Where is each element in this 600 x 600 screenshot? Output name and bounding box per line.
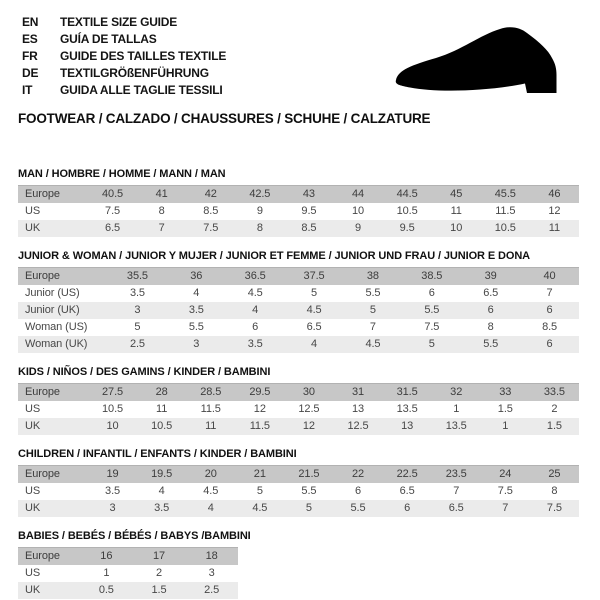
size-value: 17 [152,550,165,562]
size-value: 4.5 [203,485,219,497]
row-label: US [25,485,41,497]
row-label: Woman (US) [25,321,88,333]
size-value: 6 [546,304,553,316]
size-value: 27.5 [102,386,124,398]
row-label: Junior (US) [25,287,80,299]
size-value: 4.5 [365,338,381,350]
size-value: 1.5 [151,584,167,596]
row-label: US [25,205,41,217]
size-value: 3 [208,567,215,579]
language-title: GUÍA DE TALLAS [60,32,157,46]
language-title: GUIDE DES TAILLES TEXTILE [60,49,227,63]
size-value: 11 [156,403,168,415]
size-value: 8.5 [542,321,558,333]
size-value: 19.5 [151,468,173,480]
language-code: IT [22,83,33,97]
size-value: 31.5 [396,386,418,398]
size-value: 33 [499,386,512,398]
size-value: 22 [351,468,365,480]
size-value: 5.5 [301,485,317,497]
size-value: 5 [428,338,435,350]
size-value: 31 [351,386,365,398]
size-value: 42.5 [249,188,271,200]
size-value: 4 [311,338,318,350]
language-title: TEXTILE SIZE GUIDE [60,15,178,29]
size-value: 7.5 [203,222,219,234]
size-value: 6.5 [448,502,464,514]
size-value: 8 [158,205,165,217]
size-value: 42 [204,188,217,200]
table-row [18,384,579,402]
table-row [18,466,579,484]
size-value: 32 [450,386,463,398]
size-value: 5 [305,502,312,514]
size-value: 5 [134,321,141,333]
section-title-kids: KIDS / NIÑOS / DES GAMINS / KINDER / BAMBINI [18,366,271,378]
row-label: Europe [25,270,60,282]
row-label: US [25,567,41,579]
language-code: DE [22,66,39,80]
table-row [18,582,238,599]
size-value: 6.5 [483,287,499,299]
size-value: 5.5 [188,321,204,333]
size-value: 11 [548,222,561,234]
size-table-babies [18,547,238,599]
size-value: 6 [404,502,411,514]
size-value: 44.5 [396,188,418,200]
size-value: 45.5 [494,188,516,200]
row-label: UK [25,420,41,432]
row-label: Woman (UK) [25,338,88,350]
size-value: 16 [100,550,113,562]
size-value: 4 [158,485,165,497]
size-value: 21 [253,468,266,480]
size-value: 28.5 [200,386,222,398]
size-value: 4.5 [247,287,263,299]
size-value: 1 [103,567,110,579]
size-value: 28 [155,386,168,398]
size-value: 43 [302,188,315,200]
size-value: 4.5 [252,502,268,514]
size-value: 29.5 [249,386,271,398]
size-value: 2.5 [204,584,220,596]
size-value: 4 [193,287,200,299]
size-value: 40.5 [102,188,124,200]
size-value: 5 [311,287,318,299]
size-value: 12 [253,403,266,415]
size-value: 8.5 [203,205,219,217]
size-value: 10 [351,205,365,217]
size-value: 6 [487,304,494,316]
size-value: 4 [252,304,259,316]
size-value: 19 [106,468,119,480]
language-code: EN [22,15,39,29]
size-value: 1.5 [497,403,513,415]
table-row [18,186,579,204]
shoe-icon [390,22,580,102]
size-value: 25 [548,468,561,480]
size-value: 6 [355,485,362,497]
size-value: 7.5 [546,502,562,514]
size-value: 33.5 [543,386,565,398]
row-label: Junior (UK) [25,304,80,316]
row-label: Europe [25,550,60,562]
size-value: 4.5 [306,304,322,316]
size-value: 12 [548,205,561,217]
size-value: 7 [453,485,460,497]
category-line: FOOTWEAR / CALZADO / CHAUSSURES / SCHUHE / CALZATURE [18,111,431,126]
size-value: 41 [155,188,168,200]
size-value: 13 [351,403,365,415]
size-value: 11 [450,205,462,217]
row-label: US [25,403,41,415]
table-row [18,565,238,582]
language-title: TEXTILGRÖßENFÜHRUNG [60,66,209,80]
size-value: 20 [204,468,217,480]
size-value: 10.5 [151,420,173,432]
section-babies [18,530,582,599]
size-value: 46 [548,188,561,200]
size-value: 44 [351,188,365,200]
size-table-children [18,465,579,517]
size-value: 10 [106,420,119,432]
section-title-junior-woman: JUNIOR & WOMAN / JUNIOR Y MUJER / JUNIOR ET FEMME / JUNIOR UND FRAU / JUNIOR E DONA [18,250,531,262]
section-man [18,168,582,237]
table-row [18,220,579,237]
size-value: 13.5 [445,420,467,432]
size-value: 0.5 [98,584,114,596]
language-code: FR [22,49,38,63]
row-label: Europe [25,188,60,200]
row-label: Europe [25,468,60,480]
section-children [18,448,582,517]
table-row [18,401,579,418]
size-value: 39 [484,270,497,282]
size-value: 10.5 [102,403,124,415]
table-row [18,483,579,500]
size-value: 7 [158,222,165,234]
size-value: 7.5 [424,321,440,333]
size-value: 12 [302,420,315,432]
size-value: 10.5 [494,222,516,234]
size-value: 7 [502,502,509,514]
size-value: 23.5 [445,468,467,480]
size-value: 6.5 [399,485,415,497]
size-value: 40 [543,270,556,282]
table-row [18,203,579,220]
size-value: 21.5 [298,468,320,480]
size-value: 36 [190,270,203,282]
size-value: 38 [366,270,379,282]
size-value: 5.5 [424,304,440,316]
size-value: 5.5 [350,502,366,514]
language-title: GUIDA ALLE TAGLIE TESSILI [60,83,223,97]
size-value: 1.5 [546,420,562,432]
size-value: 9.5 [399,222,415,234]
size-value: 1 [502,420,509,432]
size-value: 6.5 [105,222,121,234]
size-value: 2.5 [129,338,145,350]
size-value: 6 [252,321,259,333]
size-value: 11.5 [495,205,516,217]
row-label: UK [25,584,41,596]
size-value: 11 [205,420,217,432]
size-value: 36.5 [244,270,266,282]
size-value: 6 [546,338,553,350]
size-value: 5 [256,485,263,497]
size-value: 5.5 [483,338,499,350]
table-row [18,285,579,302]
size-value: 7 [369,321,376,333]
size-value: 4 [207,502,214,514]
language-code: ES [22,32,38,46]
table-row [18,548,238,566]
size-value: 3.5 [105,485,121,497]
section-title-children: CHILDREN / INFANTIL / ENFANTS / KINDER / BAMBINI [18,448,297,460]
size-value: 6 [428,287,435,299]
size-value: 5 [369,304,376,316]
section-junior-woman [18,250,582,353]
size-value: 1 [453,403,460,415]
size-value: 8 [551,485,558,497]
size-value: 12.5 [347,420,369,432]
size-value: 13.5 [396,403,418,415]
size-table-man [18,185,579,237]
row-label: UK [25,502,41,514]
size-value: 12.5 [298,403,320,415]
size-value: 13 [401,420,414,432]
size-value: 45 [450,188,463,200]
section-title-man: MAN / HOMBRE / HOMME / MANN / MAN [18,168,226,180]
size-value: 5.5 [365,287,381,299]
size-value: 7.5 [497,485,513,497]
size-value: 8 [487,321,494,333]
size-value: 7.5 [105,205,121,217]
size-value: 3 [109,502,116,514]
size-table-junior-woman [18,267,579,353]
size-value: 11.5 [200,403,221,415]
row-label: Europe [25,386,60,398]
size-value: 3 [193,338,200,350]
size-value: 10 [450,222,463,234]
size-value: 30 [302,386,315,398]
row-label: UK [25,222,41,234]
size-value: 8.5 [301,222,317,234]
size-value: 18 [205,550,218,562]
size-value: 3.5 [129,287,145,299]
table-row [18,319,579,336]
size-value: 38.5 [421,270,443,282]
size-value: 9 [355,222,362,234]
table-row [18,336,579,353]
size-value: 6.5 [306,321,322,333]
table-row [18,302,579,319]
section-title-babies: BABIES / BEBÉS / BÉBÉS / BABYS /BAMBINI [18,530,251,542]
table-row [18,418,579,435]
size-value: 24 [499,468,512,480]
size-value: 22.5 [396,468,418,480]
table-row [18,500,579,517]
size-value: 8 [256,222,263,234]
section-kids [18,366,582,435]
size-value: 2 [155,567,162,579]
size-value: 11.5 [249,420,270,432]
size-value: 35.5 [126,270,148,282]
size-value: 9.5 [301,205,317,217]
size-value: 3.5 [247,338,263,350]
size-value: 3.5 [188,304,204,316]
size-value: 3.5 [154,502,170,514]
size-table-kids [18,383,579,435]
size-value: 37.5 [303,270,325,282]
size-value: 10.5 [396,205,418,217]
table-row [18,268,579,286]
size-value: 9 [256,205,263,217]
size-value: 7 [546,287,553,299]
size-value: 2 [551,403,558,415]
size-value: 3 [134,304,141,316]
size-sections [18,168,582,599]
